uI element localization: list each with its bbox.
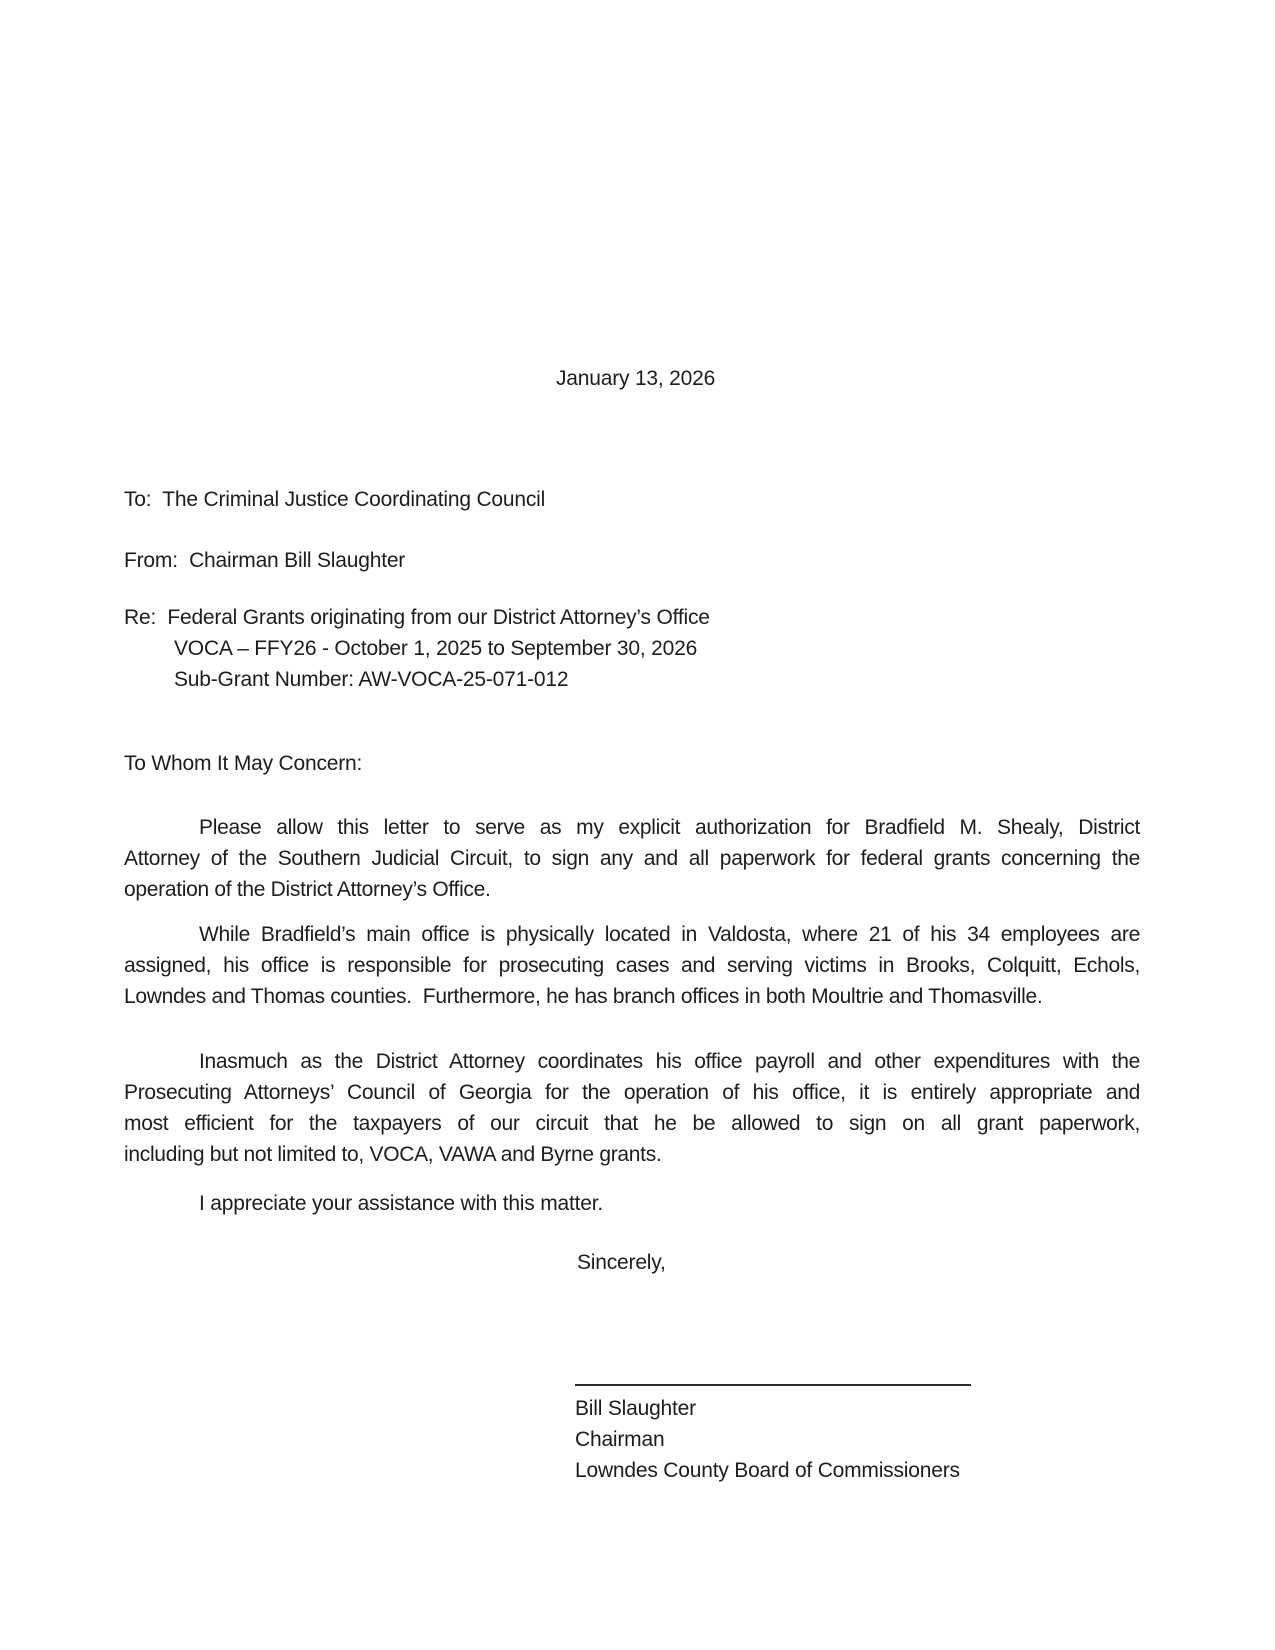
paragraph-line: Please allow this letter to serve as my explicit authorization for Bradfield M. Shealy, District xyxy=(199,816,1140,839)
signature-line xyxy=(575,1384,971,1386)
paragraph-line: operation of the District Attorney’s Office. xyxy=(124,878,491,901)
paragraph-line: Attorney of the Southern Judicial Circuit, to sign any and all paperwork for federal grants concerning the xyxy=(124,847,1140,870)
paragraph-line: including but not limited to, VOCA, VAWA and Byrne grants. xyxy=(124,1143,662,1166)
signature-block xyxy=(575,1393,960,1486)
to-line: To: The Criminal Justice Coordinating Council xyxy=(124,488,546,511)
signer-organization: Lowndes County Board of Commissioners xyxy=(575,1459,960,1482)
re-subject-line: Re: Federal Grants originating from our District Attorney’s Office xyxy=(124,606,710,629)
valediction: Sincerely, xyxy=(577,1251,666,1274)
paragraph-line: While Bradfield’s main office is physically located in Valdosta, where 21 of his 34 employees are xyxy=(199,923,1140,946)
from-line: From: Chairman Bill Slaughter xyxy=(124,549,406,572)
re-block xyxy=(124,602,1140,695)
re-grant-period-line: VOCA – FFY26 - October 1, 2025 to September 30, 2026 xyxy=(174,637,698,660)
letter-date: January 13, 2026 xyxy=(556,367,716,390)
paragraph-line: most efficient for the taxpayers of our circuit that he be allowed to sign on all grant paperwork, xyxy=(124,1112,1140,1135)
signer-name: Bill Slaughter xyxy=(575,1397,696,1420)
paragraph-line: Lowndes and Thomas counties. Furthermore, he has branch offices in both Moultrie and Thomasville. xyxy=(124,985,1043,1008)
salutation: To Whom It May Concern: xyxy=(124,752,363,775)
paragraph-authorization xyxy=(124,812,1140,905)
paragraph-line: Prosecuting Attorneys’ Council of Georgia for the operation of his office, it is entirely appropriate and xyxy=(124,1081,1140,1104)
signer-title: Chairman xyxy=(575,1428,665,1451)
paragraph-justification xyxy=(124,1046,1140,1170)
paragraph-office-location xyxy=(124,919,1140,1012)
closing-sentence: I appreciate your assistance with this matter. xyxy=(199,1192,603,1215)
paragraph-line: Inasmuch as the District Attorney coordinates his office payroll and other expenditures with the xyxy=(199,1050,1140,1073)
paragraph-line: assigned, his office is responsible for prosecuting cases and serving victims in Brooks, Colquitt, Echols, xyxy=(124,954,1140,977)
re-subgrant-number-line: Sub-Grant Number: AW-VOCA-25-071-012 xyxy=(174,668,569,691)
